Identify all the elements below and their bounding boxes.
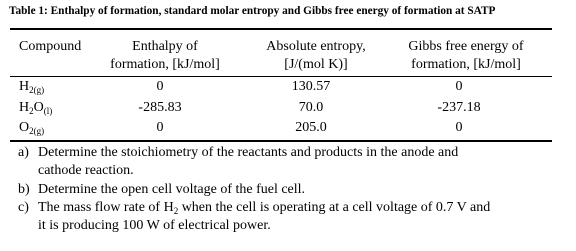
- header-enthalpy: [100, 38, 230, 74]
- header-gibbs: [392, 38, 540, 74]
- question-c-continuation: it is producing 100 W of electrical power.: [38, 218, 271, 233]
- question-a-label: a): [18, 145, 29, 160]
- enthalpy-h2: 0: [156, 79, 164, 94]
- question-b-text: Determine the open cell voltage of the fuel cell.: [38, 182, 306, 197]
- question-b: [18, 181, 305, 198]
- question-a-continuation: cathode reaction.: [38, 163, 134, 178]
- header-entropy-line1: Absolute entropy,: [266, 39, 366, 54]
- enthalpy-h2o: -285.83: [138, 100, 182, 115]
- question-a-text: Determine the stoichiometry of the reactants and products in the anode and: [38, 145, 459, 160]
- question-c: [18, 199, 490, 216]
- entropy-o2: 205.0: [295, 120, 327, 135]
- question-c-text: The mass flow rate of $H_2$ when the cell is operating at a cell voltage of 0.7 V and: [38, 200, 491, 216]
- header-enthalpy-line1: Enthalpy of: [132, 39, 198, 54]
- header-gibbs-line1: Gibbs free energy of: [408, 39, 524, 54]
- gibbs-h2o: -237.18: [437, 100, 481, 115]
- header-enthalpy-line2: formation, [kJ/mol]: [110, 57, 220, 72]
- table-caption: Table 1: Enthalpy of formation, standard molar entropy and Gibbs free energy of formation at SATP: [9, 5, 496, 17]
- table-bottom-rule: [10, 140, 552, 142]
- header-gibbs-line2: formation, [kJ/mol]: [411, 57, 521, 72]
- header-entropy-line2: [J/(mol K)]: [284, 57, 348, 72]
- question-b-label: b): [18, 182, 30, 197]
- entropy-h2o: 70.0: [298, 100, 324, 115]
- header-compound: Compound: [19, 39, 82, 54]
- entropy-h2: 130.57: [291, 79, 331, 94]
- enthalpy-o2: 0: [156, 120, 164, 135]
- compound-o2: $O_{2(g)}$: [19, 120, 45, 136]
- compound-h2o: $H_2O_{(l)}$: [19, 100, 53, 116]
- header-entropy: [251, 38, 381, 74]
- question-c-label: c): [18, 200, 29, 215]
- question-a: [18, 144, 458, 161]
- table-header-rule: [10, 76, 552, 77]
- gibbs-h2: 0: [455, 79, 463, 94]
- compound-h2: $H_{2(g)}$: [19, 79, 45, 95]
- gibbs-o2: 0: [455, 120, 463, 135]
- table-top-rule: [10, 28, 552, 30]
